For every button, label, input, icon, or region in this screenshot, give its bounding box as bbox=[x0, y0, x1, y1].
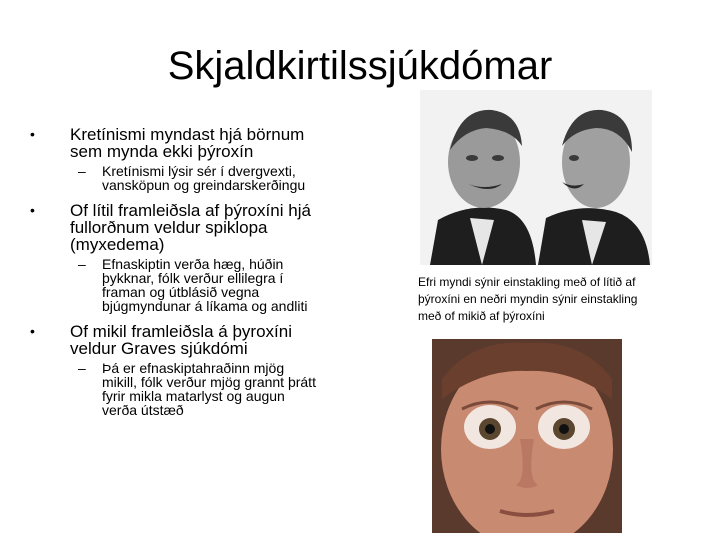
myxedema-patient-photo bbox=[420, 90, 652, 265]
bullet-line: fullorðnum veldur spiklopa bbox=[70, 218, 268, 237]
sub-bullet-item bbox=[30, 257, 360, 313]
bullet-dot: • bbox=[30, 126, 35, 142]
sub-bullet-line: fyrir mikla matarlyst og augun bbox=[102, 388, 285, 404]
sub-bullet-line: Þá er efnaskiptahraðinn mjög bbox=[102, 360, 285, 376]
caption-line: Efri myndi sýnir einstakling með of lítið af bbox=[418, 275, 636, 289]
bullet-dot: • bbox=[30, 323, 35, 339]
bullet-line: veldur Graves sjúkdómi bbox=[70, 339, 248, 358]
sub-bullet-line: Kretínismi lýsir sér í dvergvexti, bbox=[102, 163, 296, 179]
bullet-item bbox=[30, 202, 360, 253]
sub-bullet-line: mikill, fólk verður mjög grannt þrátt bbox=[102, 374, 316, 390]
graves-photo-illustration bbox=[432, 339, 622, 533]
sub-bullet-line: framan og útblásið vegna bbox=[102, 284, 260, 300]
sub-bullet-dash: – bbox=[78, 256, 86, 272]
sub-bullet-line: Efnaskiptin verða hæg, húðin bbox=[102, 256, 284, 272]
graves-patient-photo bbox=[432, 339, 622, 533]
sub-bullet-item bbox=[30, 164, 360, 192]
myxedema-photo-illustration bbox=[420, 90, 652, 265]
caption-line: með of mikið af þýroxíni bbox=[418, 309, 545, 323]
sub-bullet-item bbox=[30, 361, 360, 417]
sub-bullet-dash: – bbox=[78, 163, 86, 179]
bullet-line: sem mynda ekki þýroxín bbox=[70, 142, 254, 161]
bullet-item bbox=[30, 126, 360, 160]
bullet-dot: • bbox=[30, 202, 35, 218]
sub-bullet-line: bjúgmyndunar á líkama og andliti bbox=[102, 298, 308, 314]
sub-bullet-line: vansköpun og greindarskerðingu bbox=[102, 177, 306, 193]
bullet-line: (myxedema) bbox=[70, 235, 165, 254]
bullet-item bbox=[30, 323, 360, 357]
slide-title: Skjaldkirtilssjúkdómar bbox=[167, 44, 553, 88]
bullet-line: Kretínismi myndast hjá börnum bbox=[70, 125, 305, 144]
caption-line: þýroxíni en neðri myndin sýnir einstakling bbox=[418, 292, 638, 306]
sub-bullet-line: verða útstæð bbox=[102, 402, 184, 418]
bullet-line: Of lítil framleiðsla af þýroxíni hjá bbox=[70, 201, 311, 220]
sub-bullet-line: þykknar, fólk verður ellilegra í bbox=[102, 270, 284, 286]
sub-bullet-dash: – bbox=[78, 360, 86, 376]
bullet-line: Of mikil framleiðsla á þyroxíni bbox=[70, 322, 293, 341]
bullet-list bbox=[30, 126, 360, 427]
photo-caption bbox=[418, 274, 708, 325]
